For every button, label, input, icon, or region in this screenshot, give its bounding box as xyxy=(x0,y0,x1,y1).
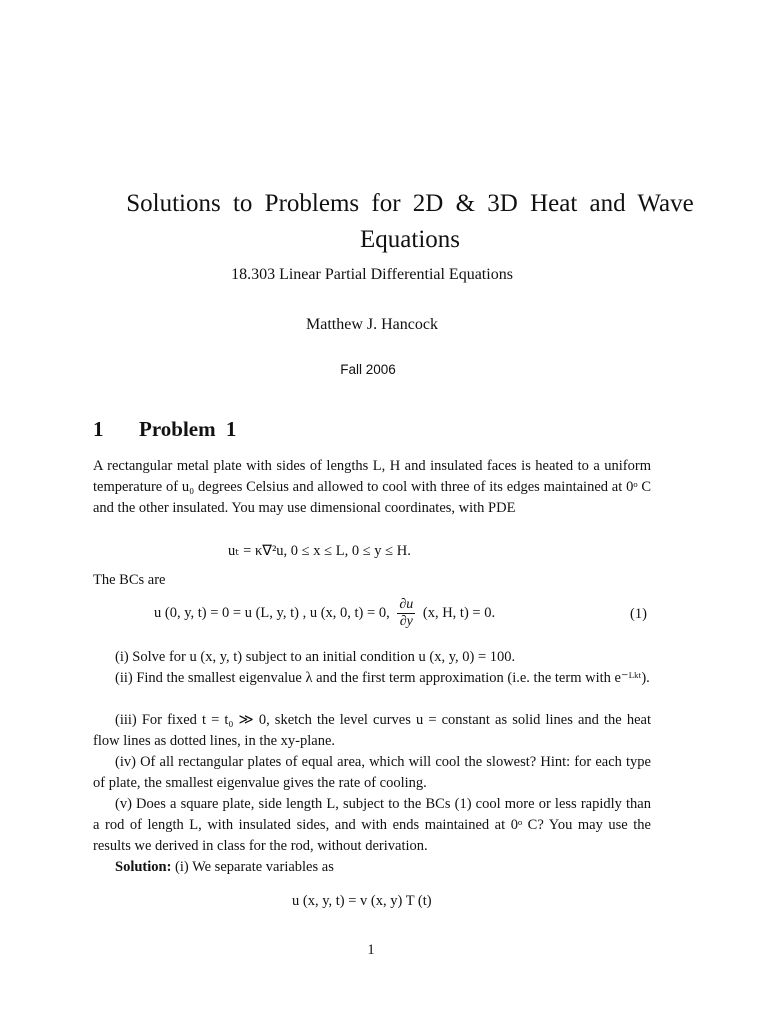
author-name: Matthew J. Hancock xyxy=(306,316,438,333)
equation-number: (1) xyxy=(630,606,647,622)
fraction-denominator: ∂y xyxy=(399,614,413,629)
question-ii: (ii) Find the smallest eigenvalue λ and the first term approximation (i.e. the term with e⁻ᴸᵏᵗ). xyxy=(115,670,650,686)
problem-intro: A rectangular metal plate with sides of lengths L, H and insulated faces is heated to a uniform temperature of u₀ degrees Celsius and allowed to cool with three of its edges maintained at 0ᵒ C and the other insulated. You may use dimensional coordinates, with PDE xyxy=(93,458,651,516)
fraction-numerator: ∂u xyxy=(399,597,414,612)
solution-paragraph xyxy=(93,857,651,878)
partial-derivative-fraction xyxy=(397,597,415,630)
section-title: Problem 1 xyxy=(139,417,237,441)
question-v: (v) Does a square plate, side length L, subject to the BCs (1) cool more or less rapidly than a rod of length L, with insulated sides, and with ends maintained at 0ᵒ C? You may use the results we derived in class for the rod, without derivation. xyxy=(93,796,651,854)
paper-title: Solutions to Problems for 2D & 3D Heat and Wave Equations xyxy=(126,190,694,253)
bc-part-2: (x, H, t) = 0. xyxy=(422,604,496,621)
course-subtitle: 18.303 Linear Partial Differential Equations xyxy=(231,266,513,283)
question-iv: (iv) Of all rectangular plates of equal area, which will cool the slowest? Hint: for each type of plate, the smallest eigenvalue gives the rate of cooling. xyxy=(93,754,651,791)
bcs-intro: The BCs are xyxy=(93,572,166,588)
publication-date: Fall 2006 xyxy=(340,362,396,377)
separation-equation: u (x, y, t) = v (x, y) T (t) xyxy=(292,893,432,909)
pde-equation: uₜ = κ∇²u, 0 ≤ x ≤ L, 0 ≤ y ≤ H. xyxy=(228,543,411,559)
bc-part-1: u (0, y, t) = 0 = u (L, y, t) , u (x, 0, t) = 0, xyxy=(154,604,390,621)
section-heading xyxy=(93,417,236,442)
question-iii: (iii) For fixed t = t₀ ≫ 0, sketch the level curves u = constant as solid lines and the heat flow lines as dotted lines, in the xy-plane. xyxy=(93,712,651,749)
page-number: 1 xyxy=(367,942,375,958)
boundary-conditions xyxy=(154,597,495,630)
section-number: 1 xyxy=(93,417,104,441)
question-i: (i) Solve for u (x, y, t) subject to an initial condition u (x, y, 0) = 100. xyxy=(115,649,516,665)
solution-label: Solution: xyxy=(115,859,172,875)
solution-text: (i) We separate variables as xyxy=(171,859,334,875)
